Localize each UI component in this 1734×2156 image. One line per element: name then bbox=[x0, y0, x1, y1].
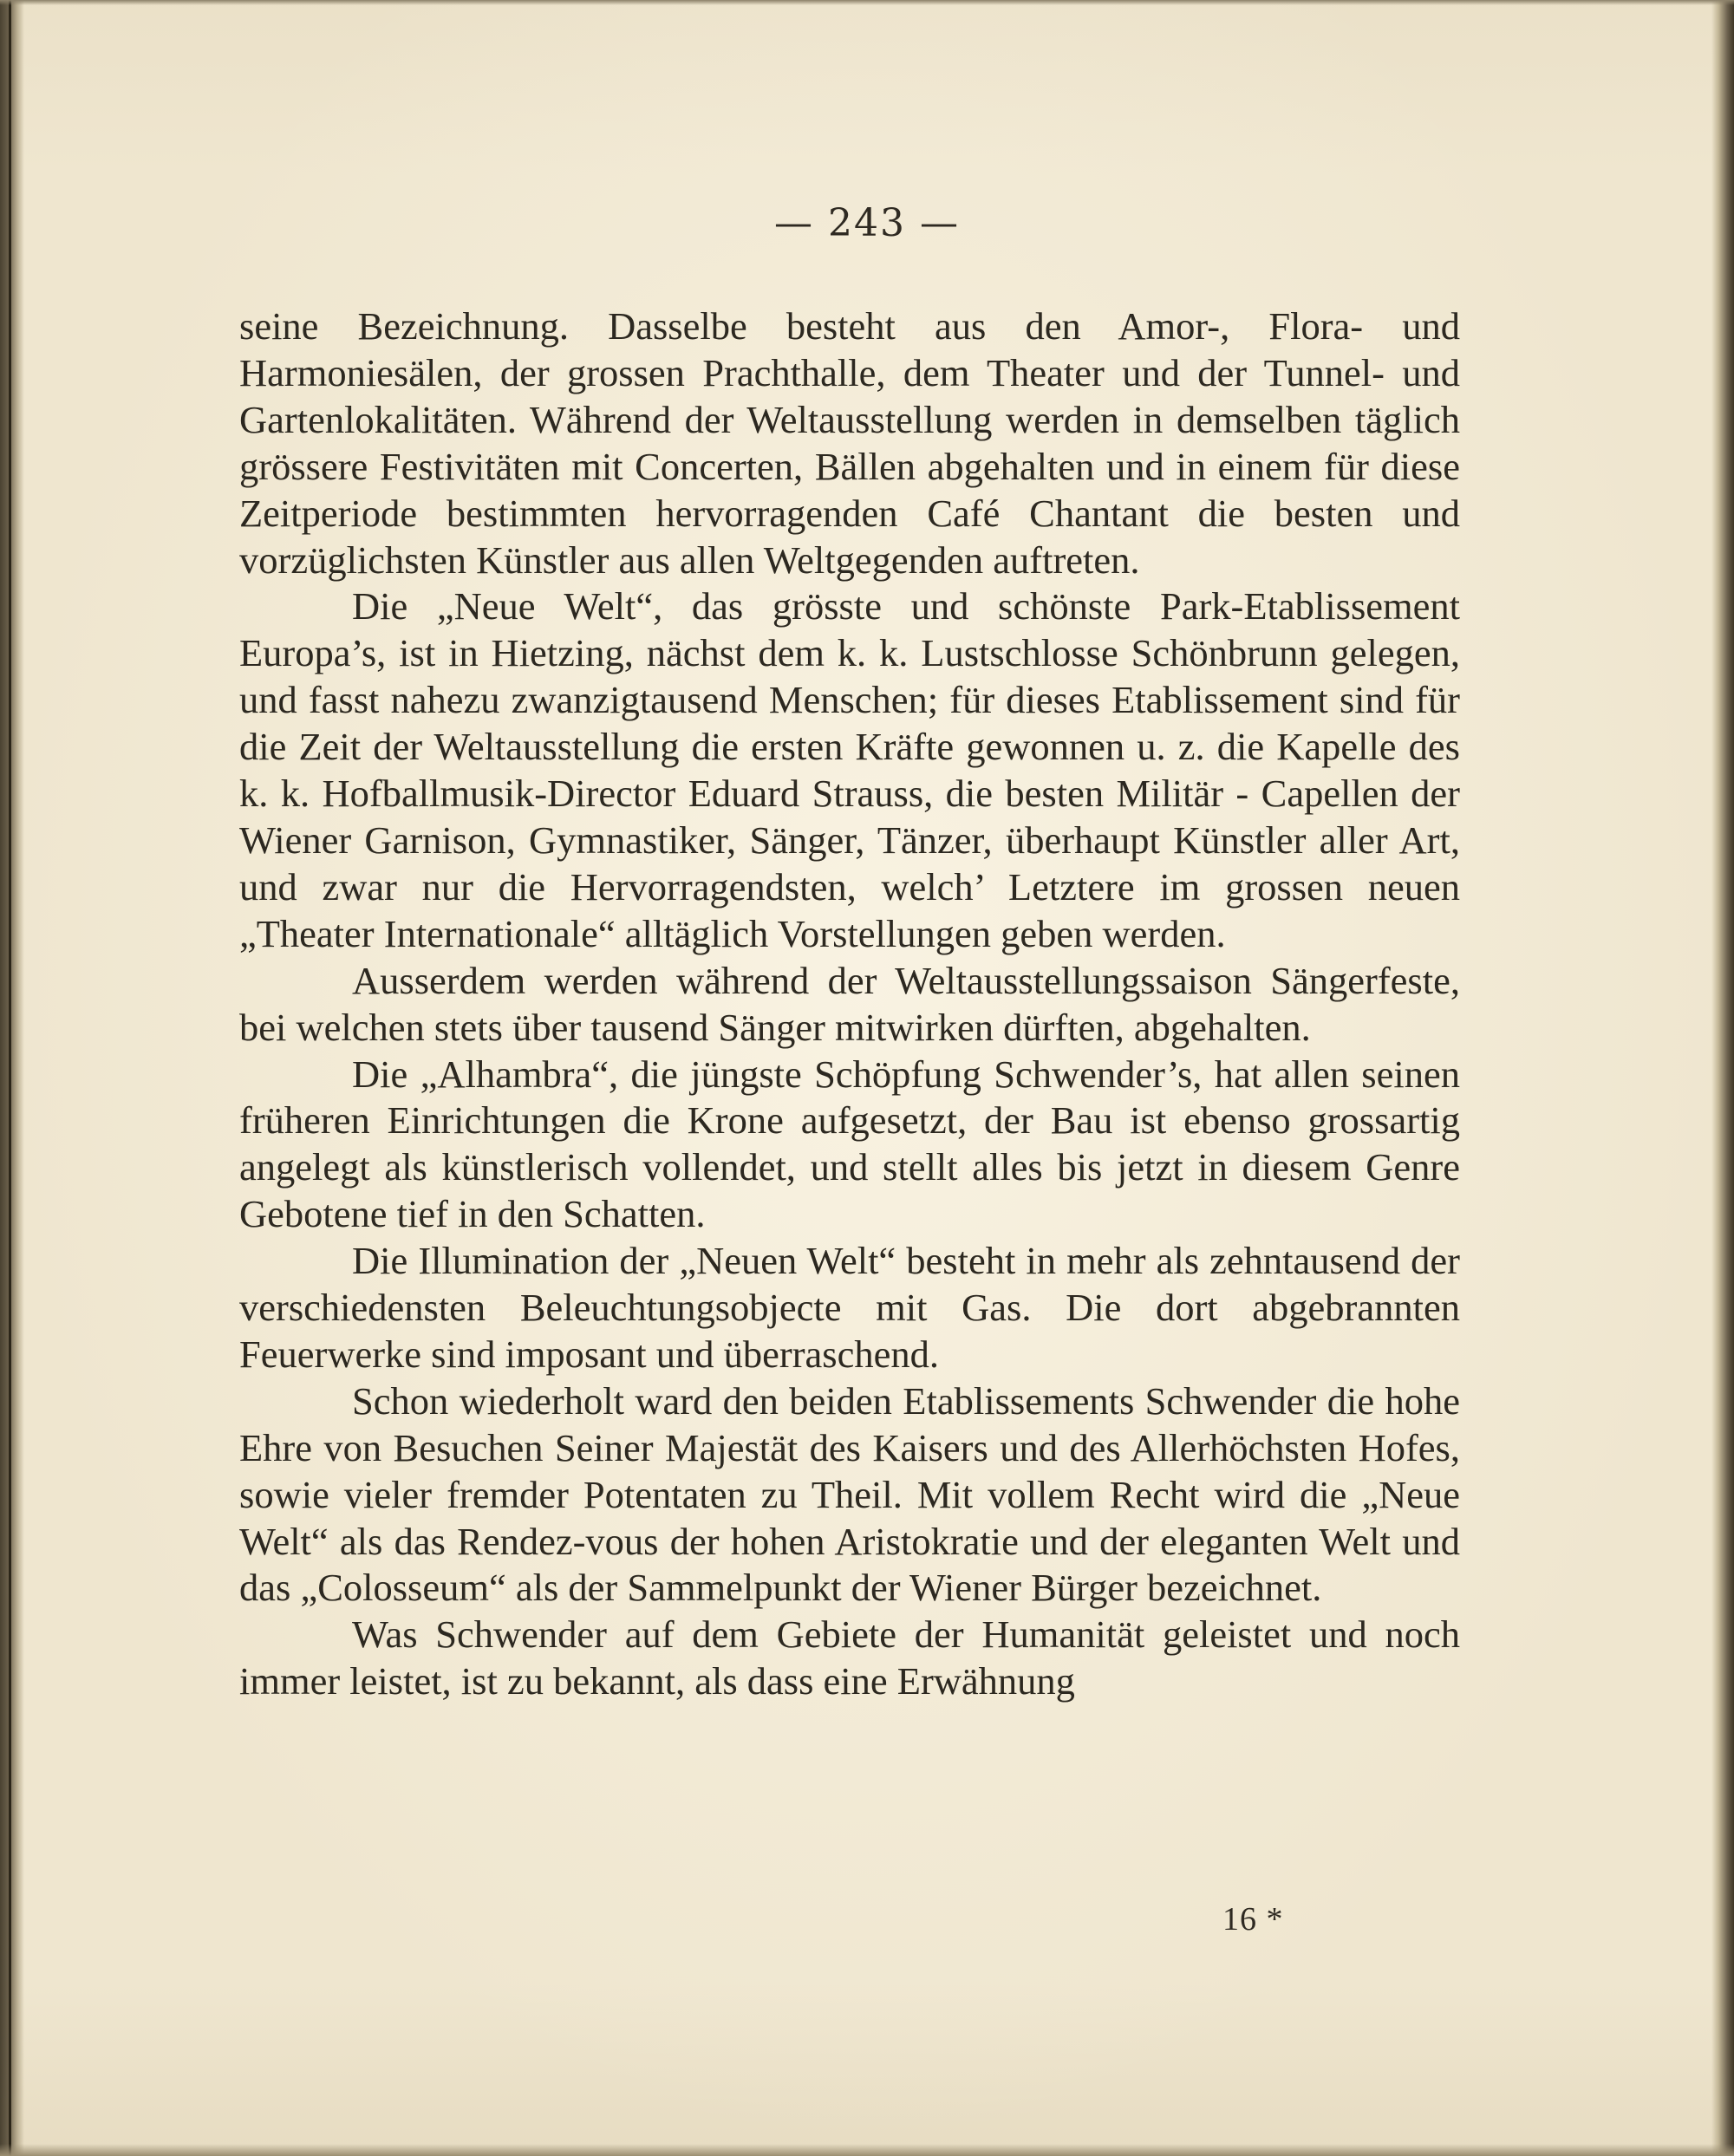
paragraph-1: seine Bezeichnung. Dasselbe besteht aus den Amor-, Flora- und Harmoniesälen, der grossen Prachthalle, dem Theater und der Tunnel- und Gartenlokalitäten. Während der Weltausstellung werden in demselben täglich grössere Festivitäten mit Concerten, Bällen abgehalten und in einem für diese Zeitperiode bestimmten hervorragenden Café Chantant die besten und vorzüglichsten Künstler aus allen Weltgegenden auftreten. bbox=[239, 304, 1460, 582]
binding-line bbox=[9, 0, 11, 2156]
paragraph-6: Schon wiederholt ward den beiden Etablissements Schwender die hohe Ehre von Besuchen Seiner Majestät des Kaisers und des Allerhöchsten Hofes, sowie vieler fremder Potentaten zu Theil. Mit vollem Recht wird die „Neue Welt“ als das Rendez-vous der hohen Aristokratie und der eleganten Welt und das „Colosseum“ als der Sammelpunkt der Wiener Bürger bezeichnet. bbox=[239, 1378, 1460, 1610]
signature-mark: 16 * bbox=[1222, 1901, 1284, 1938]
paragraph-7: Was Schwender auf dem Gebiete der Humanität geleistet und noch immer leistet, ist zu bekannt, als dass eine Erwähnung bbox=[239, 1612, 1460, 1703]
page-top-edge bbox=[0, 0, 1734, 5]
paragraph-3: Ausserdem werden während der Weltausstellungssaison Sängerfeste, bei welchen stets über tausend Sänger mitwirken dürften, abgehalten. bbox=[239, 958, 1460, 1049]
page-right-edge bbox=[1711, 0, 1734, 2156]
paragraph-2: Die „Neue Welt“, das grösste und schönste Park-Etablissement Europa’s, ist in Hietzing, nächst dem k. k. Lustschlosse Schönbrunn gelegen, und fasst nahezu zwanzigtausend Menschen; für dieses Etablissement sind für die Zeit der Weltausstellung die ersten Kräfte gewonnen u. z. die Kapelle des k. k. Hofballmusik-Director Eduard Strauss, die besten Militär - Capellen der Wiener Garnison, Gymnastiker, Sänger, Tänzer, überhaupt Künstler aller Art, und zwar nur die Hervorragendsten, welch’ Letztere im grossen neuen „Theater Internationale“ alltäglich Vorstellungen geben werden. bbox=[239, 584, 1460, 955]
page-bottom-edge bbox=[0, 2144, 1734, 2156]
paragraph-5: Die Illumination der „Neuen Welt“ besteht in mehr als zehntausend der verschiedensten Beleuchtungsobjecte mit Gas. Die dort abgebrannten Feuerwerke sind imposant und überraschend. bbox=[239, 1239, 1460, 1376]
page-left-edge bbox=[0, 0, 24, 2156]
paragraph-4: Die „Alhambra“, die jüngste Schöpfung Schwender’s, hat allen seinen früheren Einrichtungen die Krone aufgesetzt, der Bau ist ebenso grossartig angelegt als künstlerisch vollendet, und stellt alles bis jetzt in diesem Genre Gebotene tief in den Schatten. bbox=[239, 1052, 1460, 1236]
body-text bbox=[239, 303, 1460, 1705]
page-number: — 243 — bbox=[774, 201, 960, 245]
